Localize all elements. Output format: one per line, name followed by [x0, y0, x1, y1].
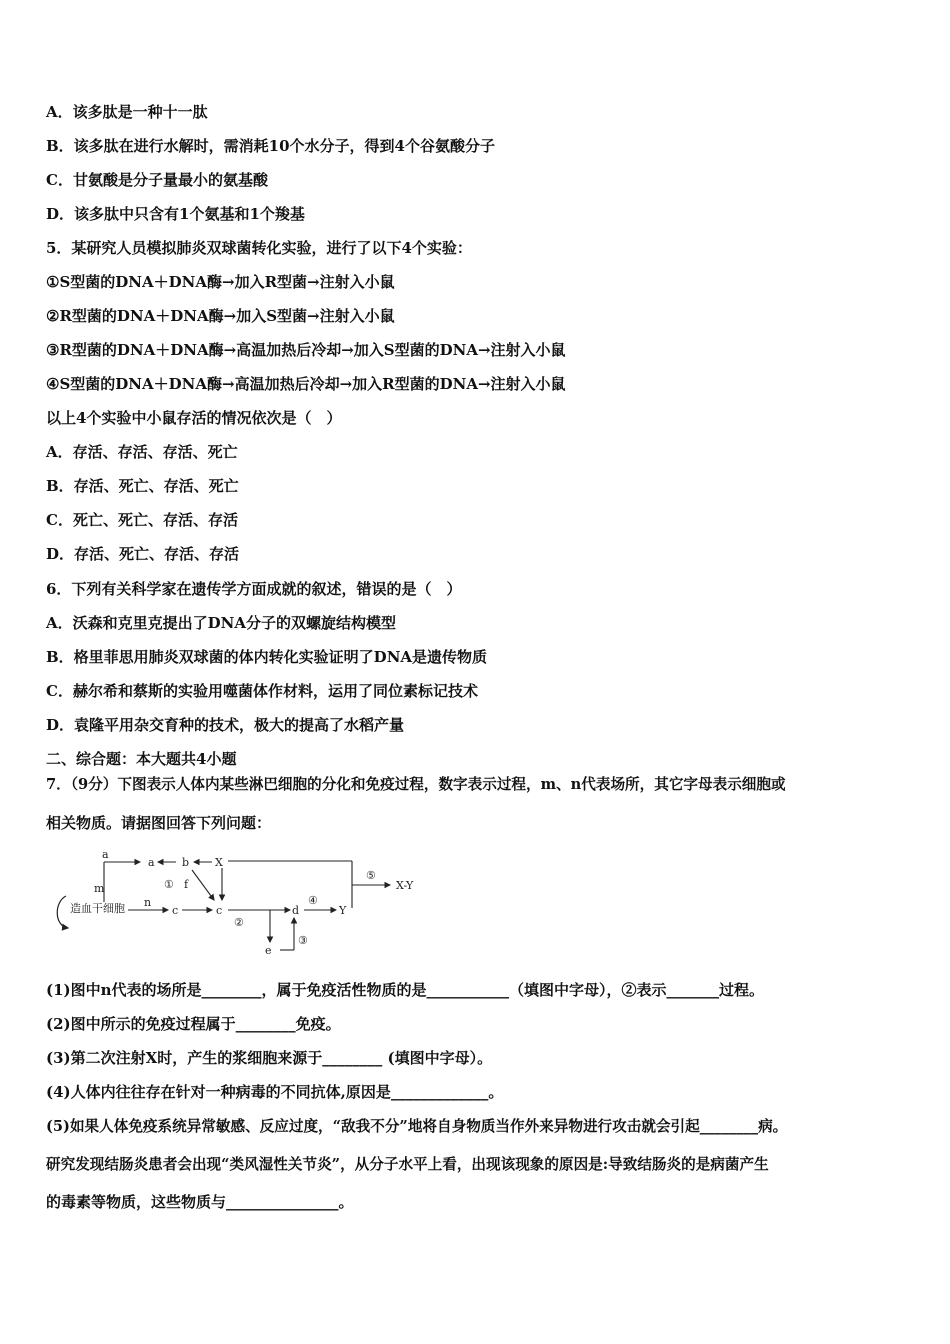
q6-stem: 6．下列有关科学家在遗传学方面成就的叙述，错误的是（ ）	[46, 580, 462, 598]
q4-option-b: B．该多肽在进行水解时，需消耗10个水分子，得到4个谷氨酸分子	[46, 137, 495, 155]
q5-experiment-4: ④S型菌的DNA＋DNA酶→高温加热后冷却→加入R型菌的DNA→注射入小鼠	[46, 375, 566, 393]
q6-option-c: C．赫尔希和蔡斯的实验用噬菌体作材料，运用了同位素标记技术	[46, 682, 478, 700]
q4-option-c: C．甘氨酸是分子量最小的氨基酸	[46, 171, 268, 189]
label-a: a	[148, 856, 155, 869]
label-x: X	[215, 856, 223, 869]
arrow-f	[192, 870, 214, 900]
label-b: b	[182, 856, 190, 869]
section-heading: 二、综合题：本大题共4小题	[46, 750, 237, 768]
q7-sub-5-cont2: 的毒素等物质，这些物质与_______________。	[46, 1193, 354, 1211]
immune-process-diagram	[52, 848, 432, 956]
q7-stem-line1: 7．（9分）下图表示人体内某些淋巴细胞的分化和免疫过程，数字表示过程，m、n代表场所，其它字母表示细胞或	[46, 776, 786, 793]
source-label: 造血干细胞	[70, 902, 125, 915]
q6-option-b: B．格里菲思用肺炎双球菌的体内转化实验证明了DNA是遗传物质	[46, 648, 488, 666]
q7-sub-1: (1)图中n代表的场所是________，属于免疫活性物质的是___________（填图中字母），②表示_______过程。	[46, 981, 765, 999]
step-5: ⑤	[366, 869, 376, 882]
q5-option-b: B．存活、死亡、存活、死亡	[46, 477, 239, 495]
label-c-left: c	[172, 904, 179, 917]
label-y: Y	[339, 904, 347, 917]
label-f: f	[184, 878, 189, 891]
label-c: c	[216, 904, 223, 917]
q7-stem-line2: 相关物质。请据图回答下列问题：	[46, 814, 272, 832]
label-e: e	[265, 944, 272, 956]
q4-option-d: D．该多肽中只含有1个氨基和1个羧基	[46, 205, 305, 223]
q4-option-a: A．该多肽是一种十一肽	[46, 103, 208, 121]
q5-stem: 5．某研究人员模拟肺炎双球菌转化实验，进行了以下4个实验：	[46, 239, 472, 257]
self-renewal-arrow	[57, 896, 68, 928]
label-xy: X-Y	[396, 879, 414, 892]
step-4: ④	[308, 894, 318, 907]
q5-option-c: C．死亡、死亡、存活、存活	[46, 511, 238, 529]
q6-option-d: D．袁隆平用杂交育种的技术，极大的提高了水稻产量	[46, 716, 405, 734]
label-a-left: a	[102, 848, 109, 861]
q5-option-d: D．存活、死亡、存活、存活	[46, 545, 240, 563]
q7-sub-4: (4)人体内往往存在针对一种病毒的不同抗体,原因是_____________。	[46, 1083, 504, 1101]
q5-experiment-3: ③R型菌的DNA＋DNA酶→高温加热后冷却→加入S型菌的DNA→注射入小鼠	[46, 341, 566, 359]
step-1: ①	[164, 878, 174, 891]
label-d: d	[292, 904, 300, 917]
q5-experiment-1: ①S型菌的DNA＋DNA酶→加入R型菌→注射入小鼠	[46, 273, 395, 291]
q5-question: 以上4个实验中小鼠存活的情况依次是（ ）	[46, 409, 342, 427]
q7-sub-5-cont1: 研究发现结肠炎患者会出现“类风湿性关节炎”，从分子水平上看，出现该现象的原因是:导致结肠炎的是病菌产生	[46, 1156, 769, 1173]
q5-option-a: A．存活、存活、存活、死亡	[46, 443, 238, 461]
step-3: ③	[298, 934, 308, 947]
q7-sub-2: (2)图中所示的免疫过程属于________免疫。	[46, 1015, 341, 1033]
label-m: m	[94, 882, 105, 895]
label-n: n	[144, 896, 152, 909]
q7-sub-3: (3)第二次注射X时，产生的浆细胞来源于________ (填图中字母）。	[46, 1049, 493, 1067]
q5-experiment-2: ②R型菌的DNA＋DNA酶→加入S型菌→注射入小鼠	[46, 307, 395, 325]
step-2: ②	[234, 916, 244, 929]
q7-sub-5: (5)如果人体免疫系统异常敏感、反应过度，“敌我不分”地将自身物质当作外来异物进行攻击就会引起________病。	[46, 1118, 788, 1135]
q6-option-a: A．沃森和克里克提出了DNA分子的双螺旋结构模型	[46, 614, 396, 632]
